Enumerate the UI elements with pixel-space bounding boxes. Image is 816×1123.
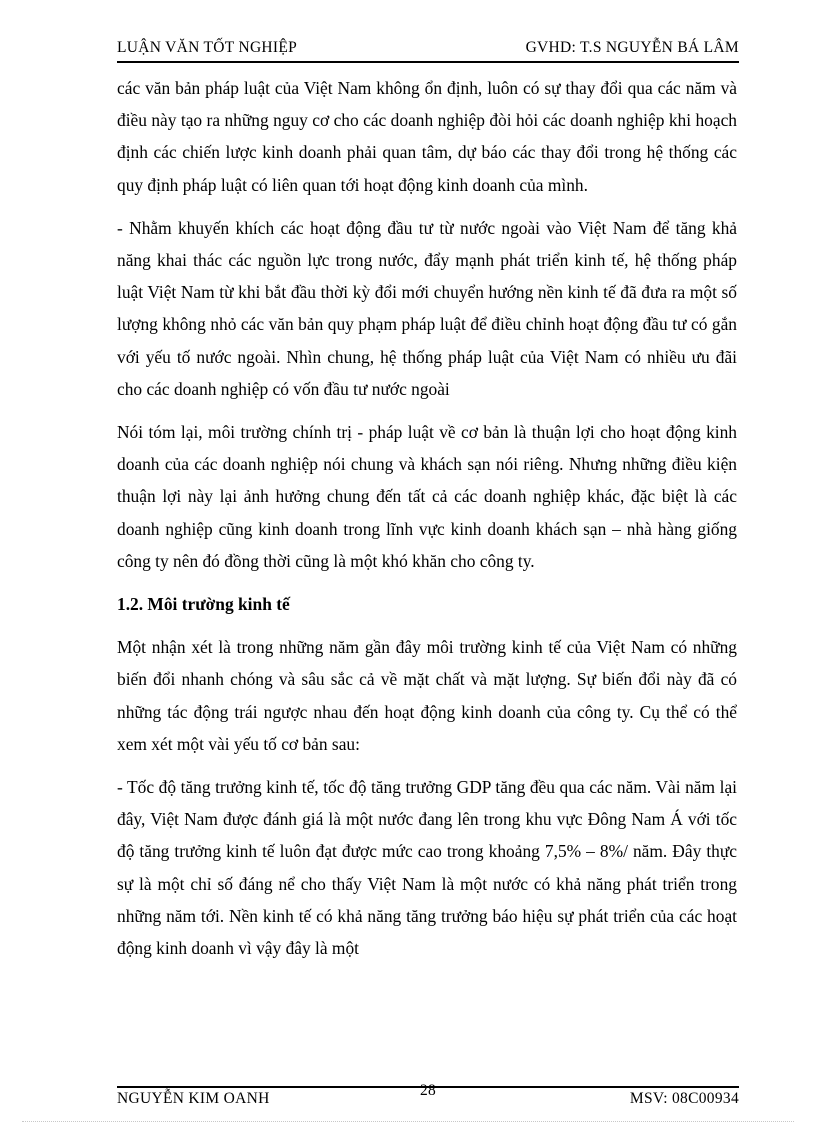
page-footer [117,1082,739,1110]
paragraph-gdp-growth: - Tốc độ tăng trưởng kinh tế, tốc độ tăng trưởng GDP tăng đều qua các năm. Vài năm lại đây, Việt Nam được đánh giá là một nước đang lên trong khu vực Đông Nam Á với tốc độ tăng trưởng kinh tế luôn đạt được mức cao trong khoảng 7,5% – 8%/ năm. Đây thực sự là một chỉ số đáng nể cho thấy Việt Nam là một nước có khả năng phát triển trong những năm tới. Nền kinh tế có khả năng tăng trưởng báo hiệu sự phát triển của các hoạt động kinh doanh vì vậy đây là một [117,777,737,959]
body-text [117,72,737,975]
paragraph-legal-instability: các văn bản pháp luật của Việt Nam không ổn định, luôn có sự thay đổi qua các năm và điều này tạo ra những nguy cơ cho các doanh nghiệp đòi hỏi các doanh nghiệp khi hoạch định các chiến lược kinh doanh phải quan tâm, dự báo các thay đổi trong hệ thống các quy định pháp luật có liên quan tới hoạt động kinh doanh của mình. [117,78,737,195]
header-supervisor: GVHD: T.S NGUYỄN BÁ LÂM [525,39,739,56]
header-thesis-title: LUẬN VĂN TỐT NGHIỆP [117,39,298,56]
page-bottom-divider [22,1121,794,1122]
paragraph-foreign-investment: - Nhằm khuyến khích các hoạt động đầu tư từ nước ngoài vào Việt Nam để tăng khả năng khai thác các nguồn lực trong nước, đẩy mạnh phát triển kinh tế, hệ thống pháp luật Việt Nam từ khi bắt đầu thời kỳ đổi mới chuyển hướng nền kinh tế đã đưa ra một số lượng không nhỏ các văn bản quy phạm pháp luật để điều chỉnh hoạt động đầu tư có gắn với yếu tố nước ngoài. Nhìn chung, hệ thống pháp luật của Việt Nam có nhiều ưu đãi cho các doanh nghiệp có vốn đầu tư nước ngoài [117,217,737,399]
section-heading: 1.2. Môi trường kinh tế [117,594,290,615]
page-number: 28 [419,1082,437,1099]
footer-author: NGUYỄN KIM OANH [117,1090,270,1107]
paragraph-summary: Nói tóm lại, môi trường chính trị - pháp luật về cơ bản là thuận lợi cho hoạt động kinh doanh của các doanh nghiệp nói chung và khách sạn nói riêng. Nhưng những điều kiện thuận lợi này lại ảnh hưởng chung đến tất cả các doanh nghiệp khác, đặc biệt là các doanh nghiệp cũng kinh doanh trong lĩnh vực kinh doanh khách sạn – nhà hàng giống công ty nên đó đồng thời cũng là một khó khăn cho công ty. [117,422,737,571]
paragraph-economic-environment: Một nhận xét là trong những năm gần đây môi trường kinh tế của Việt Nam có những biến đổi nhanh chóng và sâu sắc cả về mặt chất và mặt lượng. Sự biến đổi này đã có những tác động trái ngược nhau đến hoạt động kinh doanh của công ty. Cụ thể có thể xem xét một vài yếu tố cơ bản sau: [117,637,737,754]
footer-student-id: MSV: 08C00934 [629,1090,739,1107]
page-header [117,39,739,63]
